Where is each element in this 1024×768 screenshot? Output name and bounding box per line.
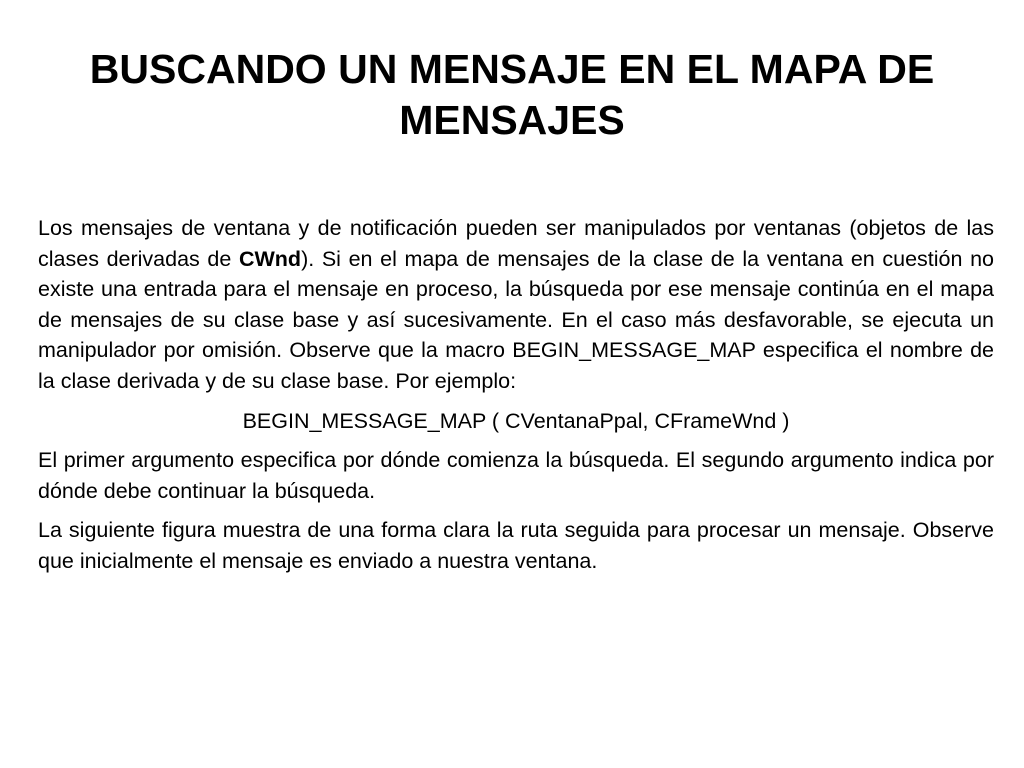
slide-body (38, 213, 994, 586)
paragraph-intro-text-end: ). Si en el mapa de mensajes de la clase de la ventana en cuestión no existe una entrada para el mensaje en proceso, la búsqueda por ese mensaje continúa en el mapa de mensajes de su clase base y así sucesivamente. En el caso más desfavorable, se ejecuta un manipulador por omisión. Observe que la macro BEGIN_MESSAGE_MAP especifica el nombre de la clase derivada y de su clase base. Por ejemplo: (38, 246, 994, 393)
paragraph-arguments: El primer argumento especifica por dónde comienza la búsqueda. El segundo argumento indica por dónde debe continuar la búsqueda. (38, 448, 994, 503)
paragraph-figure-intro: La siguiente figura muestra de una forma clara la ruta seguida para procesar un mensaje. Observe que inicialmente el mensaje es enviado a nuestra ventana. (38, 518, 994, 573)
slide-title: BUSCANDO UN MENSAJE EN EL MAPA DE MENSAJES (89, 46, 935, 143)
cwnd-class-name: CWnd (238, 246, 302, 271)
paragraph-intro-text-start: Los mensajes de ventana y de notificación pueden ser manipulados por ventanas (objetos de las clases derivadas de (38, 216, 994, 271)
code-example: BEGIN_MESSAGE_MAP ( CVentanaPpal, CFrameWnd ) (242, 408, 790, 433)
paragraph-intro (38, 213, 994, 397)
